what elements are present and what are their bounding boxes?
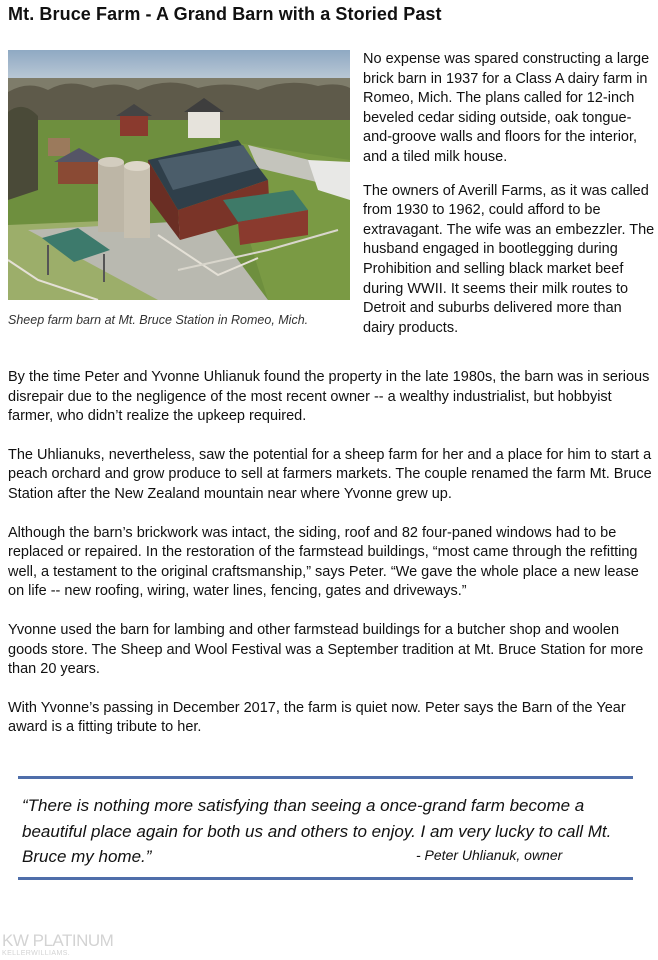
- article-title: Mt. Bruce Farm - A Grand Barn with a Storied Past: [8, 4, 442, 24]
- quote-top-rule: [18, 776, 633, 779]
- side-column: [363, 50, 655, 338]
- body-paragraph: The Uhlianuks, nevertheless, saw the potential for a sheep farm for her and a place for him to start a peach orchard and grow produce to sell at farmers markets. The couple renamed the farm Mt. Bruce Station after the New Zealand mountain near where Yvonne grew up.: [8, 446, 652, 502]
- photo-caption: Sheep farm barn at Mt. Bruce Station in Romeo, Mich.: [8, 313, 309, 327]
- side-paragraph: The owners of Averill Farms, as it was called from 1930 to 1962, could afford to be extravagant. The wife was an embezzler. The husband engaged in bootlegging during Prohibition and selling black market beef during WWII. It seems their milk routes to Detroit and suburbs delivered more than dairy products.: [363, 182, 655, 336]
- side-paragraph: No expense was spared constructing a large brick barn in 1937 for a Class A dairy farm in Romeo, Mich. The plans called for 12-inch beveled cedar siding outside, oak tongue-and-groove walls and floors for the interior, and a tiled milk house.: [363, 51, 650, 165]
- barn-photo: [8, 50, 350, 300]
- kw-platinum-logo: KW PLATINUM: [2, 931, 114, 950]
- body-paragraph: Yvonne used the barn for lambing and other farmstead buildings for a butcher shop and woolen goods store. The Sheep and Wool Festival was a September tradition at Mt. Bruce Station for more than 20 years.: [8, 621, 644, 678]
- article-body: [8, 368, 653, 757]
- quote-bottom-rule: [18, 877, 633, 880]
- body-paragraph: Although the barn’s brickwork was intact, the siding, roof and 82 four-paned windows had to be replaced or repaired. In the restoration of the farmstead buildings, “most came through the refitting well, a testament to the original craftsmanship,” says Peter. “We gave the whole place a new lease on life -- new roofing, wiring, water lines, fencing, gates and driveways.”: [8, 524, 639, 600]
- keller-williams-wordmark: KELLERWILLIAMS.: [2, 950, 71, 957]
- body-paragraph: By the time Peter and Yvonne Uhlianuk found the property in the late 1980s, the barn was in serious disrepair due to the negligence of the most recent owner -- a wealthy industrialist, but hobbyist farmer, who didn’t realize the upkeep required.: [8, 369, 650, 425]
- pull-quote: “There is nothing more satisfying than seeing a once-grand farm become a beautiful place again for both us and others to enjoy. I am very lucky to call Mt. Bruce my home.”: [22, 796, 612, 866]
- body-paragraph: With Yvonne’s passing in December 2017, the farm is quiet now. Peter says the Barn of the Year award is a fitting tribute to her.: [8, 699, 626, 736]
- quote-attribution: - Peter Uhlianuk, owner: [416, 847, 563, 863]
